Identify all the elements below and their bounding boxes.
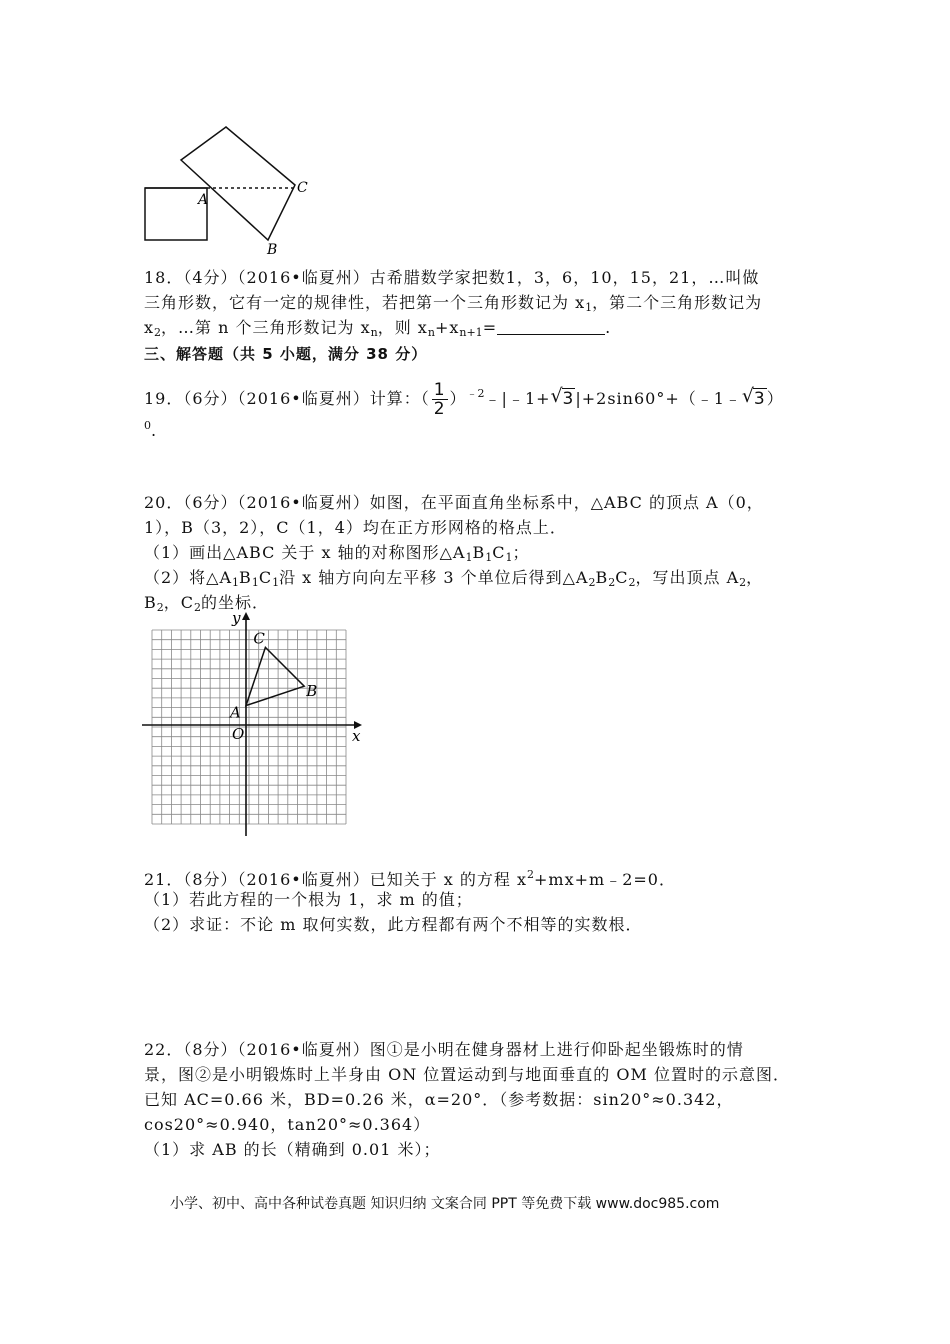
section-title: 三、解答题（共 5 小题，满分 38 分） [144,345,428,363]
q20-line3: （1）画出△ABC 关于 x 轴的对称图形$\triangle A_1B_1C_1$； [144,543,530,564]
q22-line2: 景，图②是小明锻炼时上半身由 ON 位置运动到与地面垂直的 OM 位置时的示意图． [144,1065,790,1084]
point-b-label: B [306,682,318,701]
grid-lines [152,630,346,824]
q22-line3: 已知 AC=0.66 米，BD=0.26 米，α=20°．（参考数据：sin20°≈0.342， [144,1090,734,1109]
label-c: C [297,180,308,196]
q20-line1: 20．（6分）（2016•临夏州）如图，在平面直角坐标系中，△ABC 的顶点 A（0， [144,493,764,512]
y-axis-arrow [242,612,250,620]
fraction-half: $\frac{1}{2}$ [433,380,446,419]
geometry-figure [140,120,320,260]
q18-line3: $x_2$，…第 n 个三角形数记为 $x_n$，则 $x_n+x_{n+1}=$ . [144,318,612,339]
q22-line1: 22．（8分）（2016•临夏州）图①是小明在健身器材上进行仰卧起坐锻炼时的情 [144,1040,744,1059]
q18-line1: 18．（4分）（2016•临夏州）古希腊数学家把数1，3，6，10，15，21，…叫做 [144,268,760,287]
q21-line1: 21．（8分）（2016•临夏州）已知关于 x 的方程 $x^2+mx+m﹣2=0$． [144,868,676,889]
q19-line2: $^0$. [144,419,158,440]
page-footer: 小学、初中、高中各种试卷真题 知识归纳 文案合同 PPT 等免费下载 www.doc985.com [170,1196,720,1212]
coordinate-grid [140,608,370,838]
q21-line3: （2）求证：不论 m 取何实数，此方程都有两个不相等的实数根． [144,915,643,934]
q22-line5: （1）求 AB 的长（精确到 0.01 米）； [144,1140,441,1159]
q19-line1: 19．（6分）（2016•临夏州）计算：（ $\frac{1}{2}$ ）$^{﹣2}$﹣|﹣1+ √ 3|+2sin60°+（﹣1﹣ √ 3） [144,380,784,419]
sqrt-3-second: √ 3 [741,385,766,409]
q20-line5: $B_2$，$C_2$的坐标． [144,593,270,614]
answer-blank[interactable] [497,320,605,335]
origin-label: O [232,725,245,743]
label-b: B [267,242,278,258]
q22-line4: cos20°≈0.940，tan20°≈0.364） [144,1115,431,1134]
point-a-label: A [230,703,241,722]
y-axis-label: y [232,609,241,627]
point-c-label: C [253,629,265,648]
q18-line2: 三角形数，它有一定的规律性，若把第一个三角形数记为 $x_1$，第二个三角形数记为 [144,293,763,314]
x-axis-label: x [352,727,361,745]
q20-line2: 1），B（3，2），C（1，4）均在正方形网格的格点上． [144,518,567,537]
sqrt-3: √ 3 [550,385,575,409]
triangle-abc [246,647,304,705]
q21-line2: （1）若此方程的一个根为 1，求 m 的值； [144,890,473,909]
label-a: A [198,192,209,208]
q20-line4: （2）将$\triangle A_1B_1C_1$沿 x 轴方向向左平移 3 个单位后得到$\triangle A_2B_2C_2$，写出顶点 $A_2$， [144,568,764,589]
square-shape [181,127,295,240]
